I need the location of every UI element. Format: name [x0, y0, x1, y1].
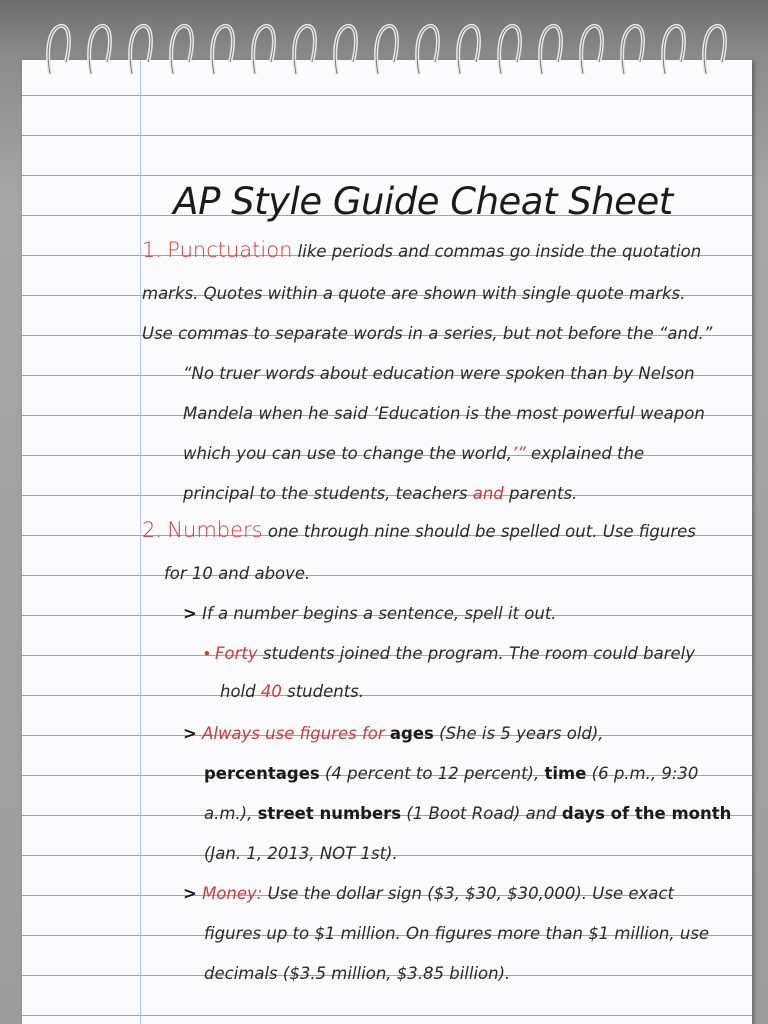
- spiral-ring: [249, 22, 279, 78]
- spiral-ring: [372, 22, 402, 78]
- bullet-icon: •: [204, 644, 210, 663]
- spiral-ring: [167, 22, 197, 78]
- spiral-ring: [290, 22, 320, 78]
- section2-number: 2.: [142, 518, 163, 542]
- section1-line1-text: like periods and commas go inside the quotation: [292, 242, 702, 261]
- section2-line2: for 10 and above.: [164, 564, 311, 583]
- section2-line1: [142, 518, 696, 542]
- section1-line3: Use commas to separate words in a series, but not before the “and.”: [142, 324, 713, 343]
- rule3-line1: [183, 884, 674, 903]
- quote-and-red: and: [472, 484, 504, 503]
- section2-line1-text: one through nine should be spelled out. Use figures: [262, 522, 696, 541]
- quote-line4: [183, 484, 577, 503]
- bullet-line2-text: hold: [220, 682, 261, 701]
- rule3-line2: figures up to $1 million. On figures more than $1 million, use: [204, 924, 710, 943]
- quote-line3-end: explained the: [525, 444, 645, 463]
- rule2-percentages: percentages: [204, 764, 320, 783]
- quote-line4-end: parents.: [503, 484, 578, 503]
- bullet-line1: [204, 644, 695, 664]
- quote-marks-red: ’”: [512, 444, 526, 463]
- rule2-percentages-example: (4 percent to 12 percent),: [319, 764, 545, 783]
- bullet-line2: [220, 682, 364, 701]
- spiral-ring: [126, 22, 156, 78]
- spiral-ring: [659, 22, 689, 78]
- spiral-ring: [208, 22, 238, 78]
- bullet-line2-end: students.: [281, 682, 365, 701]
- rule2-time: time: [544, 764, 587, 783]
- section1-line1: [142, 238, 701, 262]
- spiral-ring: [331, 22, 361, 78]
- spiral-binding: [0, 0, 768, 80]
- bullet-number-red: 40: [260, 682, 282, 701]
- spiral-ring: [618, 22, 648, 78]
- rule1-text: If a number begins a sentence, spell it out.: [202, 604, 557, 623]
- spiral-ring: [577, 22, 607, 78]
- spiral-ring: [495, 22, 525, 78]
- bullet-text: students joined the program. The room could barely: [257, 644, 696, 663]
- spiral-ring: [413, 22, 443, 78]
- spiral-ring: [536, 22, 566, 78]
- rule3-line3: decimals ($3.5 million, $3.85 billion).: [204, 964, 511, 983]
- rule2-ages-example: (She is 5 years old),: [433, 724, 604, 743]
- arrow-icon: >: [183, 604, 197, 623]
- section1-line2: marks. Quotes within a quote are shown with single quote marks.: [142, 284, 686, 303]
- rule2-line1: [183, 724, 604, 743]
- page-title: AP Style Guide Cheat Sheet: [173, 180, 673, 223]
- quote-line3: [183, 444, 644, 463]
- rule2-ages: ages: [389, 724, 434, 743]
- spiral-ring: [700, 22, 730, 78]
- quote-line3-text: which you can use to change the world,: [183, 444, 512, 463]
- rule2-line4: (Jan. 1, 2013, NOT 1st).: [204, 844, 398, 863]
- rule2-line3: [204, 804, 731, 823]
- section2-heading: Numbers: [167, 518, 263, 542]
- section1-number: 1.: [142, 238, 163, 262]
- quote-line1: “No truer words about education were spoken than by Nelson: [183, 364, 695, 383]
- quote-line2: Mandela when he said ‘Education is the most powerful weapon: [183, 404, 705, 423]
- spiral-ring: [454, 22, 484, 78]
- rule2-days-of-month: days of the month: [561, 804, 732, 823]
- rule2-red-text: Always use figures for: [202, 724, 385, 743]
- spiral-ring: [44, 22, 74, 78]
- rule2-street-numbers: street numbers: [257, 804, 402, 823]
- bullet-word-red: Forty: [215, 644, 258, 663]
- rule2-line2: [204, 764, 698, 783]
- rule2-street-example: (1 Boot Road) and: [401, 804, 562, 823]
- rule3-text: Use the dollar sign ($3, $30, $30,000). Use exact: [262, 884, 674, 903]
- rule2-am: a.m.),: [204, 804, 258, 823]
- arrow-icon: >: [183, 884, 197, 903]
- arrow-icon: >: [183, 724, 197, 743]
- quote-line4-text: principal to the students, teachers: [183, 484, 473, 503]
- rule2-time-example: (6 p.m., 9:30: [586, 764, 699, 783]
- rule3-red-text: Money:: [202, 884, 263, 903]
- section1-heading: Punctuation: [167, 238, 293, 262]
- rule1-line: [183, 604, 557, 623]
- spiral-ring: [85, 22, 115, 78]
